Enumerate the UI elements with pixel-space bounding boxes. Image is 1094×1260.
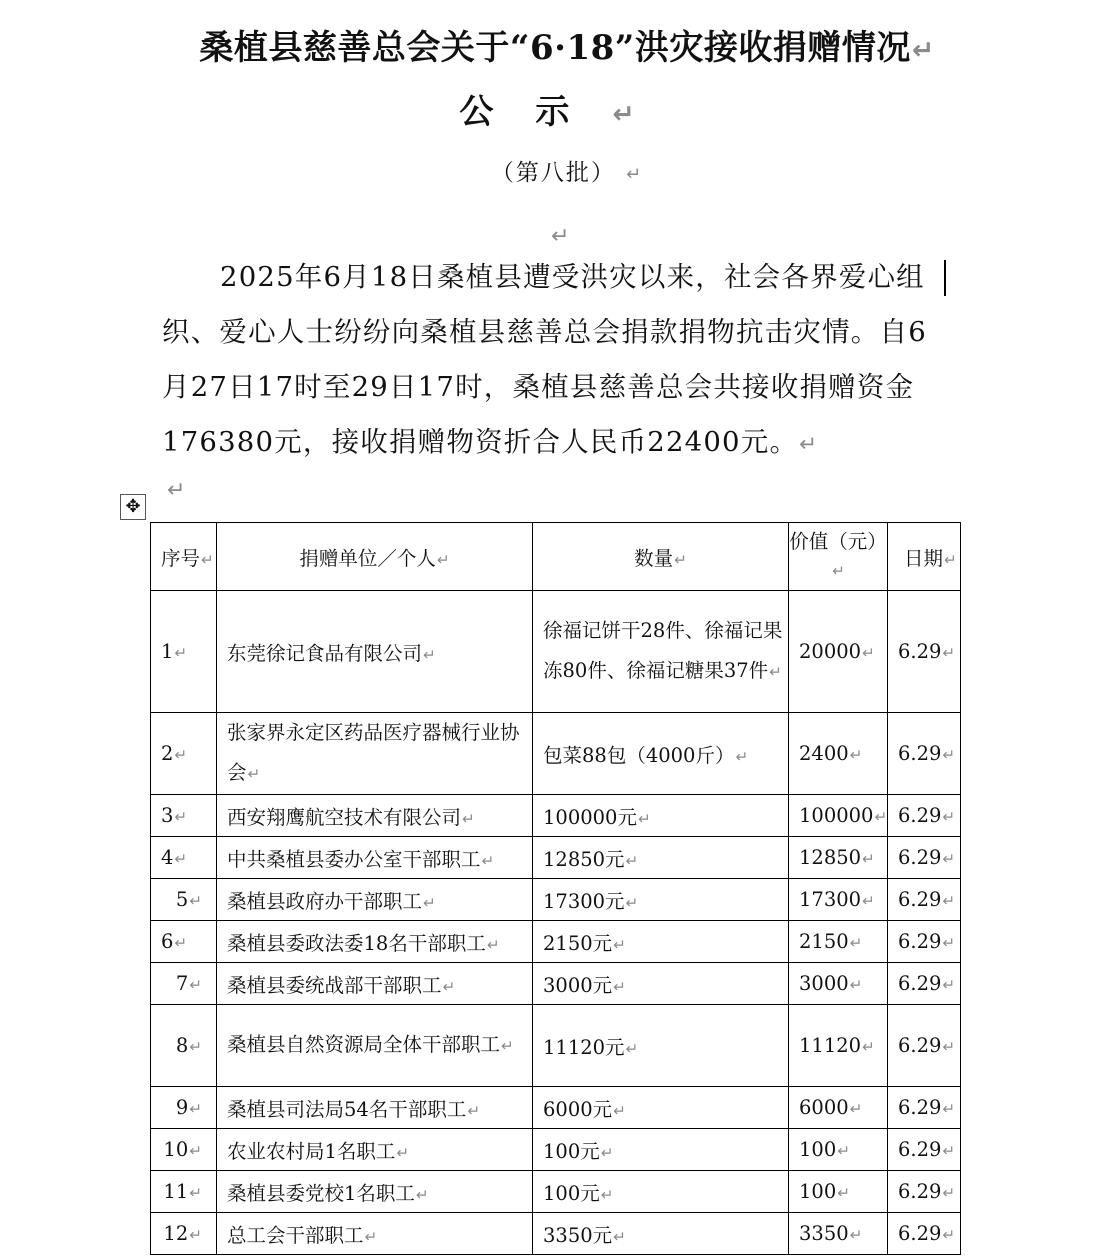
cell-quantity-text: 17300元 xyxy=(543,889,625,913)
cell-quantity xyxy=(533,1171,789,1213)
cell-date xyxy=(888,1005,961,1087)
cell-quantity-text: 11120元 xyxy=(543,1035,625,1059)
paragraph-mark-icon: ↵ xyxy=(942,934,956,952)
paragraph-mark-icon: ↵ xyxy=(769,663,782,681)
cell-quantity-text: 100元 xyxy=(543,1181,600,1205)
cell-date xyxy=(888,963,961,1005)
title-line-1: 桑植县慈善总会关于“6·18”洪灾接收捐赠情况 xyxy=(199,28,911,68)
cell-value xyxy=(789,963,888,1005)
paragraph-mark-icon: ↵ xyxy=(613,935,626,954)
cell-quantity-text: 12850元 xyxy=(543,847,625,871)
cell-quantity-text: 包菜88包（4000斤） xyxy=(543,743,735,767)
title-line-2: 公示 xyxy=(459,92,612,132)
cell-value xyxy=(789,921,888,963)
paragraph-mark-icon: ↵ xyxy=(874,808,888,826)
paragraph-mark-icon: ↵ xyxy=(174,850,188,868)
paragraph-mark-icon: ↵ xyxy=(799,432,819,457)
cell-quantity xyxy=(533,713,789,795)
cell-value xyxy=(789,1171,888,1213)
cell-donor-text: 农业农村局1名职工 xyxy=(227,1139,396,1163)
paragraph-mark-icon: ↵ xyxy=(189,976,202,994)
table-row xyxy=(151,795,961,837)
cell-donor-text: 桑植县司法局54名干部职工 xyxy=(227,1097,467,1121)
cell-donor-text: 东莞徐记食品有限公司 xyxy=(227,641,423,665)
paragraph-mark-icon: ↵ xyxy=(837,1142,850,1160)
paragraph-mark-icon: ↵ xyxy=(613,1101,626,1120)
cell-date-text: 6.29 xyxy=(898,1222,942,1245)
paragraph-mark-icon: ↵ xyxy=(613,1227,626,1246)
paragraph-mark-icon: ↵ xyxy=(942,808,956,826)
cell-no xyxy=(151,879,217,921)
cell-date xyxy=(888,837,961,879)
cell-value-text: 20000 xyxy=(799,640,862,663)
table-row xyxy=(151,1005,961,1087)
cell-no xyxy=(151,837,217,879)
cell-date xyxy=(888,1129,961,1171)
cell-value-text: 3350 xyxy=(799,1222,849,1245)
table-row xyxy=(151,591,961,713)
cell-no-text: 12 xyxy=(163,1222,189,1245)
cell-donor xyxy=(217,963,533,1005)
paragraph-mark-icon: ↵ xyxy=(174,644,188,662)
subtitle xyxy=(0,154,1094,187)
table-row xyxy=(151,921,961,963)
table-row xyxy=(151,1171,961,1213)
cell-donor-text: 桑植县政府办干部职工 xyxy=(227,889,423,913)
cell-date-text: 6.29 xyxy=(898,640,942,663)
cell-value xyxy=(789,1129,888,1171)
cell-value-text: 3000 xyxy=(799,972,849,995)
cell-no-text: 2 xyxy=(161,742,174,765)
cell-donor-text: 桑植县委党校1名职工 xyxy=(227,1181,415,1205)
page-title-line-2 xyxy=(0,84,1094,133)
cell-value xyxy=(789,1005,888,1087)
cell-quantity-text: 2150元 xyxy=(543,931,613,955)
header-no: 序号↵ xyxy=(151,523,217,591)
paragraph-mark-icon: ↵ xyxy=(735,747,749,766)
paragraph-mark-icon: ↵ xyxy=(862,644,875,662)
paragraph-mark-icon: ↵ xyxy=(637,809,651,828)
paragraph-mark-icon: ↵ xyxy=(942,892,956,910)
cell-value-text: 12850 xyxy=(799,846,862,869)
cell-no xyxy=(151,1005,217,1087)
paragraph-mark-icon: ↵ xyxy=(189,1226,202,1244)
paragraph-mark-icon: ↵ xyxy=(423,893,436,912)
cell-quantity xyxy=(533,795,789,837)
cell-donor xyxy=(217,1171,533,1213)
table-row xyxy=(151,1129,961,1171)
cell-value xyxy=(789,837,888,879)
paragraph-mark-icon: ↵ xyxy=(174,746,188,764)
cell-value xyxy=(789,795,888,837)
cell-donor-text: 桑植县委政法委18名干部职工 xyxy=(227,931,486,955)
paragraph-mark-icon: ↵ xyxy=(849,976,863,994)
cell-donor xyxy=(217,1213,533,1255)
paragraph-mark-icon: ↵ xyxy=(862,850,875,868)
cell-quantity-text: 100000元 xyxy=(543,805,637,829)
cell-donor xyxy=(217,795,533,837)
text-cursor xyxy=(944,260,946,296)
paragraph-mark-icon: ↵ xyxy=(189,1184,202,1202)
paragraph-mark-icon: ↵ xyxy=(189,1142,202,1160)
cell-donor xyxy=(217,837,533,879)
cell-value-text: 100 xyxy=(799,1138,837,1161)
cell-date xyxy=(888,795,961,837)
paragraph-mark-icon: ↵ xyxy=(364,1227,378,1246)
paragraph-mark-icon: ↵ xyxy=(942,976,956,994)
cell-date-text: 6.29 xyxy=(898,972,942,995)
cell-date xyxy=(888,921,961,963)
header-donor: 捐赠单位／个人↵ xyxy=(217,523,533,591)
cell-date-text: 6.29 xyxy=(898,930,942,953)
paragraph-mark-icon: ↵ xyxy=(942,850,956,868)
cell-date-text: 6.29 xyxy=(898,846,942,869)
paragraph-mark-icon: ↵ xyxy=(600,1143,614,1162)
cell-donor xyxy=(217,921,533,963)
paragraph-mark-icon: ↵ xyxy=(462,809,475,828)
paragraph-mark-icon: ↵ xyxy=(486,935,500,954)
cell-no-text: 6 xyxy=(161,930,174,953)
cell-no xyxy=(151,713,217,795)
cell-no-text: 8 xyxy=(175,1034,189,1057)
cell-donor xyxy=(217,1005,533,1087)
paragraph-mark-icon: ↵ xyxy=(849,1100,863,1118)
paragraph-mark-icon: ↵ xyxy=(942,1038,956,1056)
donation-table xyxy=(150,522,961,1255)
paragraph-mark-icon: ↵ xyxy=(442,977,456,996)
table-move-handle-icon[interactable]: ✥ xyxy=(120,494,146,520)
cell-donor xyxy=(217,591,533,713)
cell-value-text: 100 xyxy=(799,1180,837,1203)
cell-date xyxy=(888,1171,961,1213)
cell-value xyxy=(789,713,888,795)
cell-value-text: 6000 xyxy=(799,1096,849,1119)
paragraph-mark-icon: ↵ xyxy=(415,1185,429,1204)
cell-date xyxy=(888,713,961,795)
cell-quantity-text: 3350元 xyxy=(543,1223,613,1247)
cell-quantity xyxy=(533,1129,789,1171)
cell-quantity-text: 6000元 xyxy=(543,1097,613,1121)
cell-no xyxy=(151,591,217,713)
cell-no xyxy=(151,795,217,837)
paragraph-mark-icon: ↵ xyxy=(626,164,644,185)
cell-quantity-text: 100元 xyxy=(543,1139,600,1163)
table-row xyxy=(151,1213,961,1255)
cell-value xyxy=(789,879,888,921)
cell-donor xyxy=(217,1129,533,1171)
paragraph-mark-icon: ↵ xyxy=(396,1143,410,1162)
cell-quantity-text: 徐福记饼干28件、徐福记果冻80件、徐福记糖果37件 xyxy=(543,619,783,682)
paragraph-mark-icon: ↵ xyxy=(501,1037,514,1055)
cell-quantity xyxy=(533,1087,789,1129)
cell-date-text: 6.29 xyxy=(898,1096,942,1119)
paragraph-mark-icon: ↵ xyxy=(467,1101,481,1120)
paragraph-mark-icon: ↵ xyxy=(174,808,188,826)
cell-date xyxy=(888,879,961,921)
cell-quantity xyxy=(533,591,789,713)
paragraph-mark-icon: ↵ xyxy=(942,644,956,662)
cell-value xyxy=(789,1087,888,1129)
page-title xyxy=(20,20,1094,69)
cell-quantity xyxy=(533,963,789,1005)
paragraph-mark-icon: ↵ xyxy=(481,851,495,870)
body-paragraph[interactable] xyxy=(162,250,952,472)
table-row xyxy=(151,1087,961,1129)
cell-no xyxy=(151,1171,217,1213)
cell-donor xyxy=(217,713,533,795)
cell-quantity xyxy=(533,879,789,921)
cell-value-text: 2400 xyxy=(799,742,849,765)
cell-no xyxy=(151,1213,217,1255)
paragraph-mark-icon: ↵ xyxy=(613,977,626,996)
paragraph-mark-icon: ↵ xyxy=(625,851,639,870)
paragraph-mark-icon: ↵ xyxy=(837,1184,850,1202)
paragraph-mark-icon: ↵ xyxy=(247,765,261,783)
header-date: 日期↵ xyxy=(888,523,961,591)
cell-donor xyxy=(217,879,533,921)
cell-donor-text: 张家界永定区药品医疗器械行业协会 xyxy=(227,721,520,784)
cell-date-text: 6.29 xyxy=(898,1180,942,1203)
cell-donor-text: 中共桑植县委办公室干部职工 xyxy=(227,847,481,871)
paragraph-mark-icon: ↵ xyxy=(849,746,863,764)
cell-quantity xyxy=(533,1005,789,1087)
cell-donor-text: 桑植县委统战部干部职工 xyxy=(227,973,442,997)
paragraph-mark-icon: ↵ xyxy=(174,934,188,952)
cell-value-text: 2150 xyxy=(799,930,849,953)
paragraph-mark-icon: ↵ xyxy=(849,934,863,952)
paragraph-mark-icon: ↵ xyxy=(189,1038,202,1056)
paragraph-mark-icon: ↵ xyxy=(942,1142,956,1160)
cell-donor-text: 西安翔鹰航空技术有限公司 xyxy=(227,805,462,829)
paragraph-mark-icon: ↵ xyxy=(612,99,635,130)
cell-donor xyxy=(217,1087,533,1129)
cell-no xyxy=(151,921,217,963)
cell-quantity xyxy=(533,837,789,879)
cell-no xyxy=(151,963,217,1005)
cell-value xyxy=(789,591,888,713)
cell-no xyxy=(151,1087,217,1129)
cell-value-text: 17300 xyxy=(799,888,862,911)
table-row xyxy=(151,837,961,879)
cell-no-text: 4 xyxy=(161,846,174,869)
cell-no-text: 1 xyxy=(161,640,174,663)
paragraph-mark-icon: ↵ xyxy=(625,1039,639,1058)
batch-label: （第八批） xyxy=(490,160,616,186)
table-row xyxy=(151,963,961,1005)
cell-date-text: 6.29 xyxy=(898,1138,942,1161)
cell-no-text: 10 xyxy=(163,1138,189,1161)
paragraph-mark-icon: ↵ xyxy=(942,746,956,764)
paragraph-mark-icon: ↵ xyxy=(942,1226,956,1244)
paragraph-mark-icon: ↵ xyxy=(942,1184,956,1202)
cell-date xyxy=(888,1213,961,1255)
cell-donor-text: 总工会干部职工 xyxy=(227,1223,364,1247)
cell-no-text: 7 xyxy=(175,972,189,995)
cell-value-text: 100000 xyxy=(799,804,874,827)
table-row xyxy=(151,713,961,795)
paragraph-mark-icon: ↵ xyxy=(600,1185,614,1204)
paragraph-mark-icon: ↵ xyxy=(849,1226,863,1244)
cell-no xyxy=(151,1129,217,1171)
cell-date-text: 6.29 xyxy=(898,742,942,765)
cell-value-text: 11120 xyxy=(799,1034,862,1057)
cell-date xyxy=(888,591,961,713)
table-row xyxy=(151,879,961,921)
header-value: 价值（元）↵ xyxy=(789,523,888,591)
cell-no-text: 5 xyxy=(175,888,189,911)
table-header-row xyxy=(151,523,961,591)
cell-no-text: 3 xyxy=(161,804,174,827)
cell-quantity-text: 3000元 xyxy=(543,973,613,997)
cell-date-text: 6.29 xyxy=(898,888,942,911)
paragraph-mark-icon: ↵ xyxy=(911,35,935,66)
paragraph-mark-icon: ↵ xyxy=(551,224,570,249)
cell-value xyxy=(789,1213,888,1255)
paragraph-mark-icon: ↵ xyxy=(189,892,202,910)
paragraph-mark-icon: ↵ xyxy=(862,892,875,910)
cell-date-text: 6.29 xyxy=(898,804,942,827)
cell-donor-text: 桑植县自然资源局全体干部职工 xyxy=(227,1033,501,1056)
cell-date-text: 6.29 xyxy=(898,1034,942,1057)
header-quantity: 数量↵ xyxy=(533,523,789,591)
cell-quantity xyxy=(533,1213,789,1255)
cell-date xyxy=(888,1087,961,1129)
body-paragraph-text: 2025年6月18日桑植县遭受洪灾以来，社会各界爱心组织、爱心人士纷纷向桑植县慈善总会捐款捐物抗击灾情。自6月27日17时至29日17时，桑植县慈善总会共接收捐赠资金176380元，接收捐赠物资折合人民币22400元。 xyxy=(162,261,927,458)
paragraph-mark-icon: ↵ xyxy=(167,478,186,503)
paragraph-mark-icon: ↵ xyxy=(625,893,639,912)
paragraph-mark-icon: ↵ xyxy=(942,1100,956,1118)
cell-quantity xyxy=(533,921,789,963)
paragraph-mark-icon: ↵ xyxy=(423,645,436,664)
paragraph-mark-icon: ↵ xyxy=(189,1100,202,1118)
paragraph-mark-icon: ↵ xyxy=(862,1038,875,1056)
cell-no-text: 9 xyxy=(175,1096,189,1119)
cell-no-text: 11 xyxy=(163,1180,189,1203)
